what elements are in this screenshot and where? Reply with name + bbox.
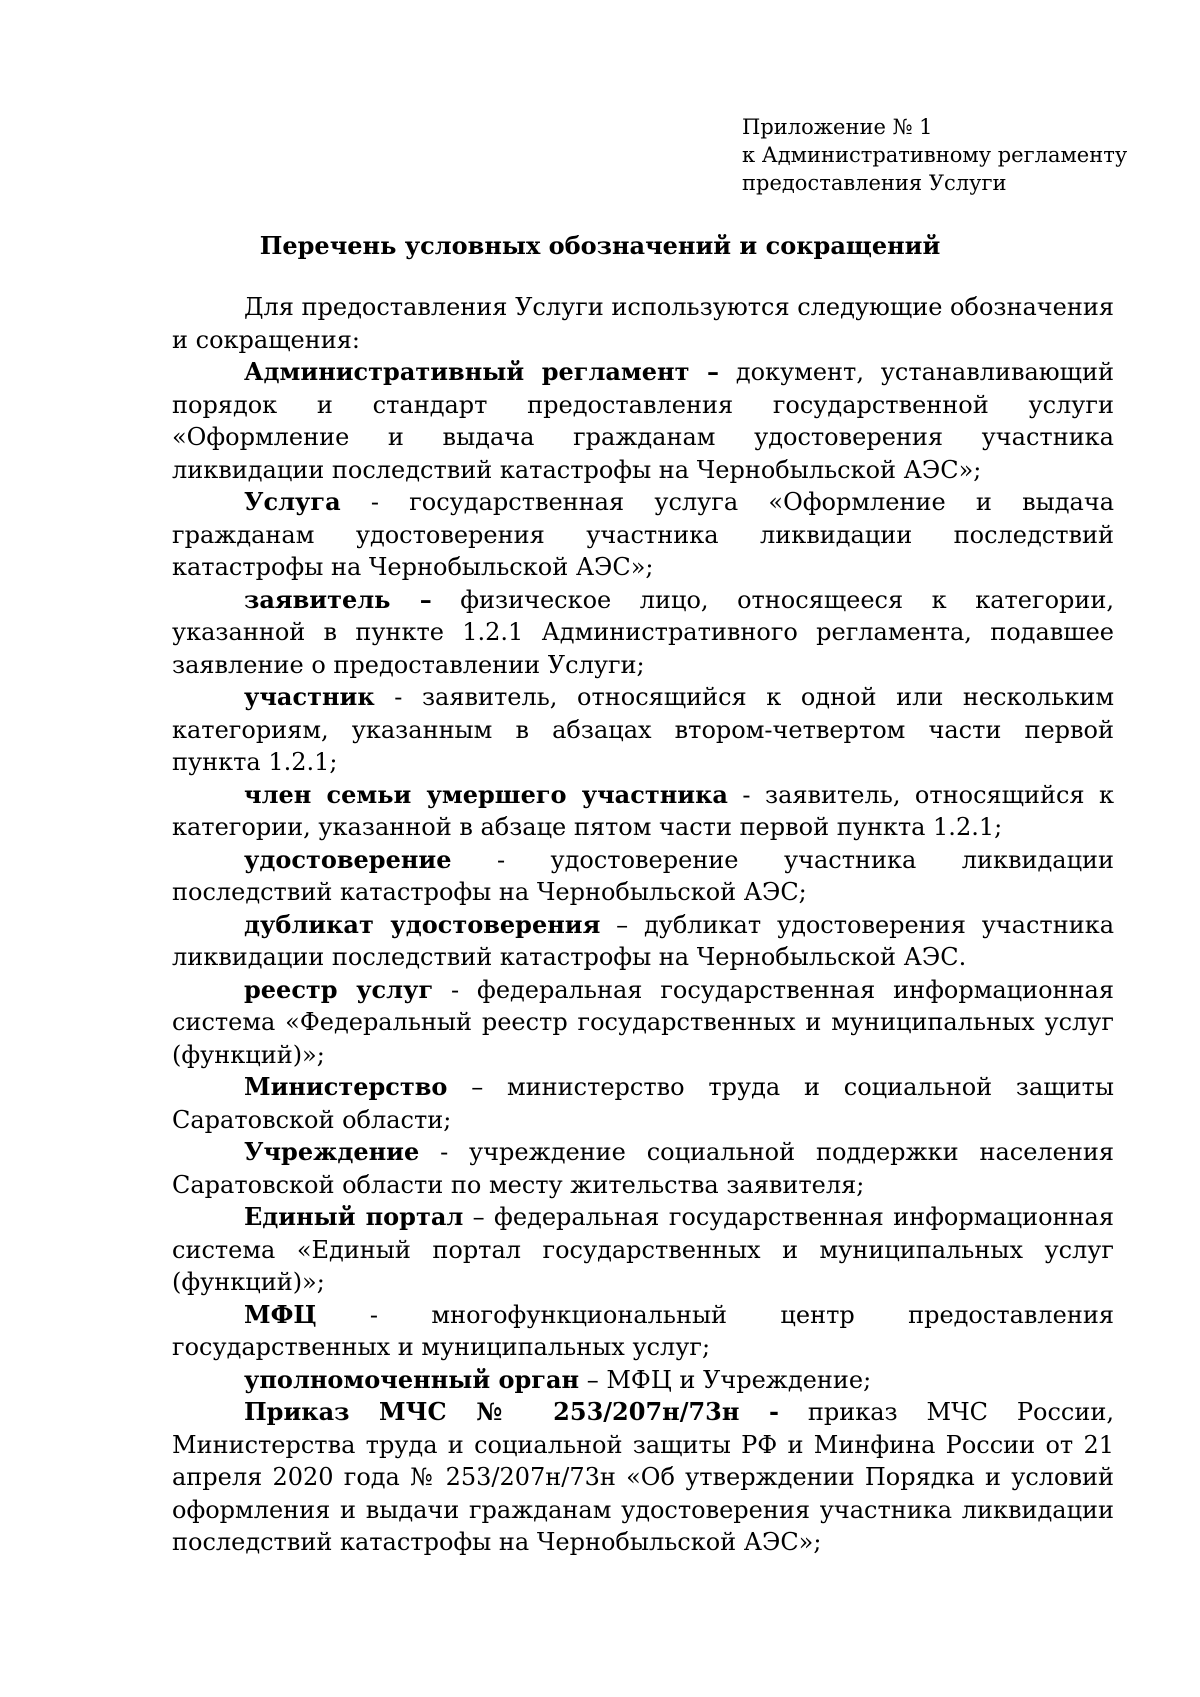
definition-text: документ, устанавливающий порядок и стандарт предоставления государственной услуги «Оформление и выдача гражданам удостоверения участника ликвидации последствий катастрофы на Чернобыльской АЭС»; <box>172 358 1114 484</box>
definition-term: Единый портал <box>244 1202 464 1231</box>
definition-item <box>172 486 1114 584</box>
definition-term: член семьи умершего участника <box>244 779 728 809</box>
definition-text: – дубликат удостоверения участника ликвидации последствий катастрофы на Чернобыльской АЭС. <box>172 910 1115 971</box>
definition-item <box>172 1299 1114 1364</box>
annex-header <box>742 113 1128 197</box>
definition-text: - заявитель, относящийся к одной или нескольким категориям, указанным в абзацах втором-четвертом части первой пункта 1.2.1; <box>172 683 1114 776</box>
definition-text: – министерство труда и социальной защиты Саратовской области; <box>172 1073 1114 1134</box>
definition-text: – федеральная государственная информационная система «Единый портал государственных и муниципальных услуг (функций)»; <box>172 1203 1114 1296</box>
definition-item <box>172 844 1114 909</box>
definition-text: - заявитель, относящийся к категории, указанной в абзаце пятом части первой пункта 1.2.1; <box>172 780 1114 841</box>
definition-term: Услуга <box>244 487 341 516</box>
definition-term: Министерство <box>244 1072 448 1101</box>
definition-term: МФЦ <box>244 1299 317 1329</box>
definition-term: Учреждение <box>244 1137 420 1166</box>
definition-item <box>172 779 1114 844</box>
definition-term: уполномоченный орган <box>244 1364 580 1394</box>
definition-item <box>172 974 1114 1072</box>
definition-item <box>172 909 1114 974</box>
definition-text: - многофункциональный центр предоставления государственных и муниципальных услуг; <box>172 1300 1114 1361</box>
definition-term: Приказ МЧС № 253/207н/73н - <box>244 1397 780 1426</box>
definition-item <box>172 1071 1114 1136</box>
definition-text: - учреждение социальной поддержки населения Саратовской области по месту жительства заявителя; <box>172 1138 1114 1199</box>
definition-term: дубликат удостоверения <box>244 909 601 939</box>
definition-term: реестр услуг <box>244 974 434 1004</box>
definition-term: участник <box>244 682 375 711</box>
annex-number: Приложение № 1 <box>742 115 933 139</box>
definition-term: удостоверение <box>244 844 452 874</box>
annex-reference: к Административному регламенту <box>742 143 1128 167</box>
definition-text: - федеральная государственная информационная система «Федеральный реестр государственных и муниципальных услуг (функций)»; <box>172 975 1114 1069</box>
definition-item <box>172 681 1114 779</box>
definition-item <box>172 1364 1114 1397</box>
definition-item <box>172 584 1114 682</box>
definition-term: Административный регламент – <box>244 357 720 386</box>
annex-subject: предоставления Услуги <box>742 171 1007 195</box>
definition-item <box>172 1396 1114 1559</box>
definition-text: - удостоверение участника ликвидации последствий катастрофы на Чернобыльской АЭС; <box>172 845 1114 906</box>
page-title: Перечень условных обозначений и сокращений <box>259 231 941 260</box>
definition-item <box>172 356 1114 486</box>
definition-term: заявитель – <box>244 584 432 614</box>
definition-text: физическое лицо, относящееся к категории, указанной в пункте 1.2.1 Административного регламента, подавшее заявление о предоставлении Услуги; <box>172 585 1114 679</box>
definition-text: – МФЦ и Учреждение; <box>579 1365 872 1394</box>
definition-text: - государственная услуга «Оформление и выдача гражданам удостоверения участника ликвидации последствий катастрофы на Чернобыльской АЭС»; <box>172 488 1114 581</box>
definition-item <box>172 1136 1114 1201</box>
document-body <box>172 291 1114 1559</box>
intro-paragraph: Для предоставления Услуги используются следующие обозначения и сокращения: <box>172 293 1114 354</box>
definition-text: приказ МЧС России, Министерства труда и социальной защиты РФ и Минфина России от 21 апреля 2020 года № 253/207н/73н «Об утверждении Порядка и условий оформления и выдачи гражданам удостоверения участника ликвидации последствий катастрофы на Чернобыльской АЭС»; <box>172 1398 1114 1556</box>
definition-item <box>172 1201 1114 1299</box>
